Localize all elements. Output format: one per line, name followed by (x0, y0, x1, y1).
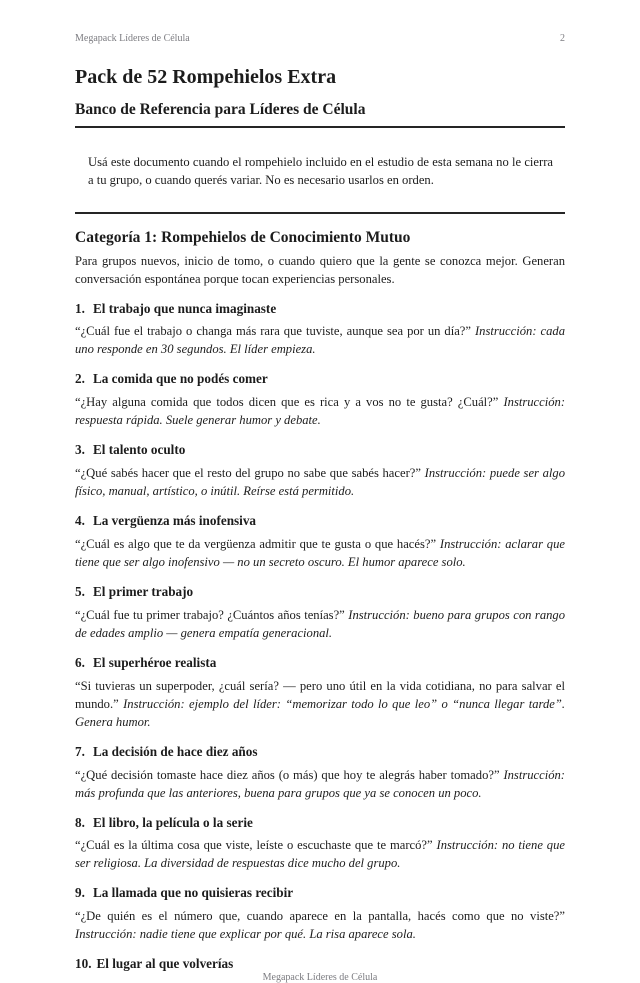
list-item (75, 805, 565, 873)
list-item (75, 432, 565, 500)
item-number: 10. (75, 956, 92, 972)
list-item (75, 361, 565, 429)
item-instruction: Instrucción: cada uno responde en 30 segundos. El líder empieza. (75, 324, 565, 357)
item-heading (75, 744, 565, 760)
page-footer: Megapack Líderes de Célula (262, 972, 378, 983)
item-body (75, 606, 565, 642)
list-item (75, 875, 565, 943)
item-number: 4. (75, 513, 85, 529)
item-number: 2. (75, 371, 85, 387)
item-heading (75, 442, 565, 458)
item-number: 1. (75, 300, 85, 316)
item-heading (75, 584, 565, 600)
item-question: “¿Cuál es la última cosa que viste, leíste o escuchaste que te marcó?” (75, 838, 433, 853)
item-title: La decisión de hace diez años (93, 743, 258, 759)
item-body (75, 907, 565, 943)
item-number: 8. (75, 814, 85, 830)
item-body (75, 393, 565, 429)
item-heading (75, 513, 565, 529)
item-heading (75, 956, 565, 972)
page-header (75, 33, 565, 44)
item-body (75, 464, 565, 500)
intro-paragraph: Usá este documento cuando el rompehielo incluido en el estudio de esta semana no le cierra a tu grupo, o cuando querés variar. No es necesario usarlos en orden. (88, 154, 553, 187)
section-heading: Categoría 1: Rompehielos de Conocimiento Mutuo (75, 228, 411, 246)
item-instruction: Instrucción: aclarar que tiene que ser algo inofensivo — no un secreto oscuro. El humor aparece solo. (75, 537, 565, 569)
section-description: Para grupos nuevos, inicio de tomo, o cuando quiero que la gente se conozca mejor. Generan conversación espontánea porque tocan experiencias personales. (75, 253, 565, 286)
page-number: 2 (560, 33, 565, 44)
list-item (75, 291, 565, 359)
item-number: 7. (75, 743, 85, 759)
item-number: 3. (75, 442, 85, 458)
item-body (75, 836, 565, 872)
item-question: “¿Qué sabés hacer que el resto del grupo no sabe que sabés hacer?” (75, 466, 421, 481)
document-title: Pack de 52 Rompehielos Extra (75, 66, 337, 88)
item-question: “¿De quién es el número que, cuando aparece en la pantalla, hacés como que no viste?” (75, 909, 565, 924)
item-question: “¿Cuál es algo que te da vergüenza admitir que te gusta o que hacés?” (75, 537, 437, 551)
item-question: “¿Cuál fue tu primer trabajo? ¿Cuántos años tenías?” (75, 607, 345, 622)
item-title: La llamada que no quisieras recibir (93, 885, 294, 901)
item-instruction: Instrucción: respuesta rápida. Suele generar humor y debate. (75, 395, 566, 428)
item-heading (75, 815, 565, 831)
item-body (75, 677, 565, 731)
item-title: El talento oculto (93, 442, 186, 458)
item-instruction: Instrucción: nadie tiene que explicar por qué. La risa aparece sola. (75, 927, 416, 942)
item-body (75, 766, 565, 802)
list-item (75, 503, 565, 571)
item-number: 9. (75, 885, 85, 901)
item-body (75, 322, 565, 358)
item-question: “Si tuvieras un superpoder, ¿cuál sería? — pero uno útil en la vida cotidiana, no para salvar el mundo.” (75, 678, 565, 711)
list-item (75, 645, 565, 731)
list-item (75, 734, 565, 802)
item-instruction: Instrucción: bueno para grupos con rango de edades amplio — genera empatía generacional. (75, 607, 566, 640)
item-heading (75, 301, 565, 317)
item-number: 5. (75, 584, 85, 599)
item-title: El primer trabajo (93, 584, 194, 599)
item-instruction: Instrucción: puede ser algo físico, manual, artístico, o inútil. Reírse está permitido. (75, 466, 565, 499)
section-divider (75, 212, 565, 214)
item-instruction: Instrucción: ejemplo del líder: “memorizar todo lo que leo” o “nunca llegar tarde”. Genera humor. (75, 696, 565, 729)
item-instruction: Instrucción: no tiene que ser religiosa. La diversidad de respuestas dice mucho del grupo. (75, 838, 565, 871)
item-question: “¿Qué decisión tomaste hace diez años (o más) que hoy te alegrás haber tomado?” (75, 767, 500, 782)
item-title: El libro, la película o la serie (93, 814, 253, 830)
item-body (75, 535, 565, 571)
item-question: “¿Cuál fue el trabajo o changa más rara que tuviste, aunque sea por un día?” (75, 324, 471, 339)
item-instruction: Instrucción: más profunda que las anteriores, buena para grupos que ya se conocen un poco. (75, 767, 565, 800)
list-item (75, 574, 565, 642)
item-title: El lugar al que volverías (96, 956, 234, 972)
item-heading (75, 885, 565, 901)
running-header: Megapack Líderes de Célula (75, 33, 190, 44)
item-title: El trabajo que nunca imaginaste (93, 300, 277, 316)
item-number: 6. (75, 654, 85, 670)
list-item (75, 946, 565, 972)
item-question: “¿Hay alguna comida que todos dicen que es rica y a vos no te gusta? ¿Cuál?” (75, 395, 499, 410)
document-subtitle: Banco de Referencia para Líderes de Célula (75, 101, 565, 128)
item-heading (75, 655, 565, 671)
item-heading (75, 371, 565, 387)
item-title: El superhéroe realista (93, 654, 217, 670)
item-title: La comida que no podés comer (93, 371, 268, 387)
item-title: La vergüenza más inofensiva (93, 513, 257, 529)
